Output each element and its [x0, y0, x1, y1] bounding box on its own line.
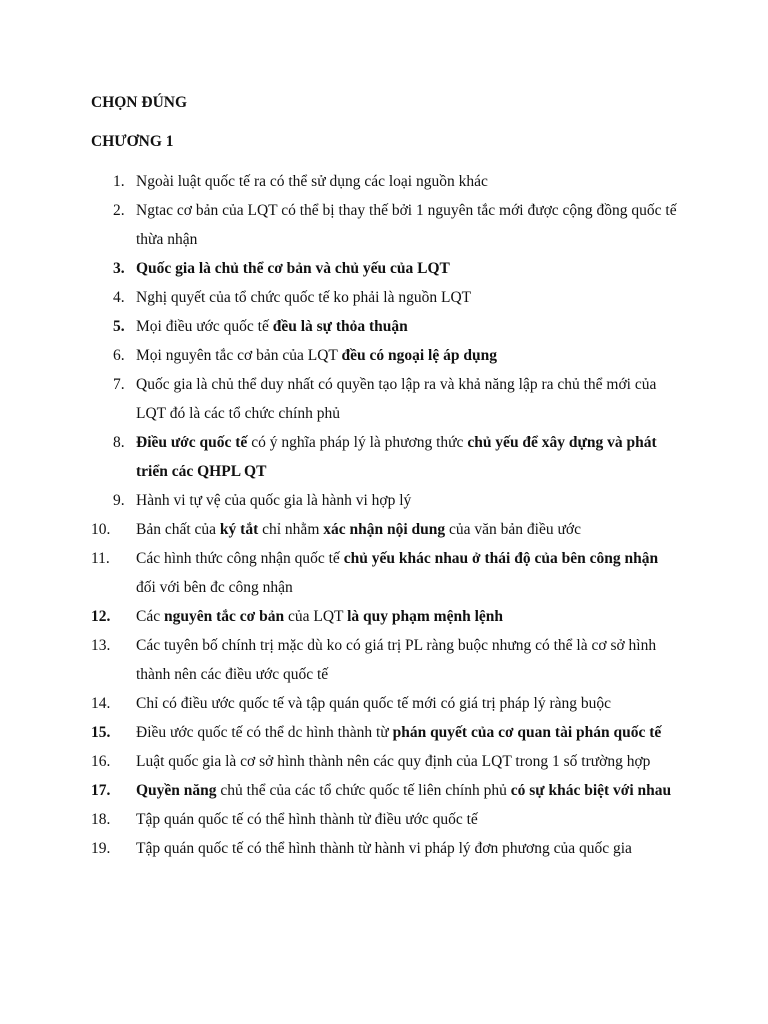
- list-item: [0, 341, 680, 370]
- list-item: [0, 631, 680, 689]
- item-number: 18.: [91, 811, 111, 828]
- item-number: 11.: [91, 550, 110, 567]
- text: có ý nghĩa pháp lý là phương thức: [247, 434, 468, 451]
- list-item: [0, 602, 680, 631]
- item-number: 19.: [91, 840, 111, 857]
- item-text: [136, 550, 658, 596]
- item-text: [136, 521, 581, 538]
- bold-text: Điều ước quốc tế: [136, 434, 248, 451]
- list-item: [0, 689, 680, 718]
- text: chủ thể của các tổ chức quốc tế liên chính phủ: [216, 782, 511, 799]
- answer-list: [0, 167, 768, 863]
- item-text: [136, 318, 408, 335]
- text: Nghị quyết của tổ chức quốc tế ko phải là nguồn LQT: [136, 289, 472, 306]
- item-text: [136, 260, 450, 277]
- bold-text: đều là sự thỏa thuận: [272, 318, 408, 335]
- item-text: [136, 637, 656, 683]
- item-text: [136, 782, 671, 799]
- bold-text: Quốc gia là chủ thể cơ bản và chủ yếu của LQT: [136, 260, 450, 277]
- list-item: [0, 428, 680, 486]
- list-item: [0, 486, 680, 515]
- text: Các: [136, 608, 164, 625]
- bold-text: chủ yếu để xây dựng và phát triển các QHPL QT: [136, 434, 657, 480]
- item-number: 5.: [113, 318, 125, 335]
- text: Tập quán quốc tế có thể hình thành từ điều ước quốc tế: [136, 811, 478, 828]
- item-text: [136, 173, 488, 190]
- list-item: [0, 834, 680, 863]
- item-number: 17.: [91, 782, 111, 799]
- text: Tập quán quốc tế có thể hình thành từ hành vi pháp lý đơn phương của quốc gia: [136, 840, 632, 857]
- item-number: 4.: [113, 289, 125, 306]
- list-item: [0, 544, 680, 602]
- item-text: [136, 434, 657, 480]
- bold-text: Quyền năng: [136, 782, 217, 799]
- text: Các hình thức công nhận quốc tế: [136, 550, 344, 567]
- item-text: [136, 724, 661, 741]
- item-number: 13.: [91, 637, 111, 654]
- item-text: [136, 202, 677, 248]
- item-number: 2.: [113, 202, 125, 219]
- item-number: 1.: [113, 173, 125, 190]
- item-text: [136, 753, 650, 770]
- item-text: [136, 289, 471, 306]
- item-number: 8.: [113, 434, 125, 451]
- bold-text: xác nhận nội dung: [323, 521, 446, 538]
- list-item: [0, 370, 680, 428]
- text: Mọi nguyên tắc cơ bản của LQT: [136, 347, 342, 364]
- list-item: [0, 747, 680, 776]
- text: Bản chất của: [136, 521, 220, 538]
- text: Chỉ có điều ước quốc tế và tập quán quốc tế mới có giá trị pháp lý ràng buộc: [136, 695, 612, 712]
- item-text: [136, 695, 611, 712]
- item-number: 15.: [91, 724, 111, 741]
- text: Luật quốc gia là cơ sở hình thành nên các quy định của LQT trong 1 số trường hợp: [136, 753, 651, 770]
- item-number: 16.: [91, 753, 111, 770]
- item-text: [136, 347, 497, 364]
- item-text: [136, 376, 656, 422]
- list-item: [0, 776, 680, 805]
- item-number: 9.: [113, 492, 125, 509]
- text: Hành vi tự vệ của quốc gia là hành vi hợp lý: [136, 492, 412, 509]
- text: Mọi điều ước quốc tế: [136, 318, 273, 335]
- text: đối với bên đc công nhận: [136, 579, 293, 596]
- item-number: 6.: [113, 347, 125, 364]
- bold-text: phán quyết của cơ quan tài phán quốc tế: [392, 724, 662, 741]
- item-number: 3.: [113, 260, 125, 277]
- text: Quốc gia là chủ thể duy nhất có quyền tạo lập ra và khả năng lập ra chủ thể mới của LQT đó là các tổ chức chính phủ: [136, 376, 657, 422]
- text: Các tuyên bố chính trị mặc dù ko có giá trị PL ràng buộc nhưng có thể là cơ sở hình thành nên các điều ước quốc tế: [136, 637, 657, 683]
- item-number: 7.: [113, 376, 125, 393]
- bold-text: là quy phạm mệnh lệnh: [347, 608, 504, 625]
- item-number: 12.: [91, 608, 111, 625]
- item-text: [136, 492, 411, 509]
- bold-text: đều có ngoại lệ áp dụng: [341, 347, 497, 364]
- list-item: [0, 167, 680, 196]
- list-item: [0, 805, 680, 834]
- text: chỉ nhằm: [258, 521, 324, 538]
- bold-text: nguyên tắc cơ bản: [163, 608, 285, 625]
- chapter-heading: CHƯƠNG 1: [91, 133, 174, 150]
- list-item: [0, 196, 680, 254]
- text: của văn bản điều ước: [445, 521, 581, 538]
- text: Ngtac cơ bản của LQT có thể bị thay thế bởi 1 nguyên tắc mới được cộng đồng quốc tế thừa nhận: [136, 202, 677, 248]
- list-item: [0, 254, 680, 283]
- list-item: [0, 312, 680, 341]
- list-item: [0, 515, 680, 544]
- item-number: 14.: [91, 695, 111, 712]
- item-text: [136, 811, 478, 828]
- bold-text: có sự khác biệt với nhau: [510, 782, 672, 799]
- item-text: [136, 840, 632, 857]
- item-number: 10.: [91, 521, 111, 538]
- text: Ngoài luật quốc tế ra có thể sử dụng các loại nguồn khác: [136, 173, 488, 190]
- document-title: CHỌN ĐÚNG: [91, 94, 188, 111]
- text: Điều ước quốc tế có thể dc hình thành từ: [136, 724, 393, 741]
- text: của LQT: [284, 608, 348, 625]
- bold-text: chủ yếu khác nhau ở thái độ của bên công nhận: [343, 550, 659, 567]
- bold-text: ký tắt: [219, 521, 259, 538]
- list-item: [0, 718, 680, 747]
- item-text: [136, 608, 503, 625]
- list-item: [0, 283, 680, 312]
